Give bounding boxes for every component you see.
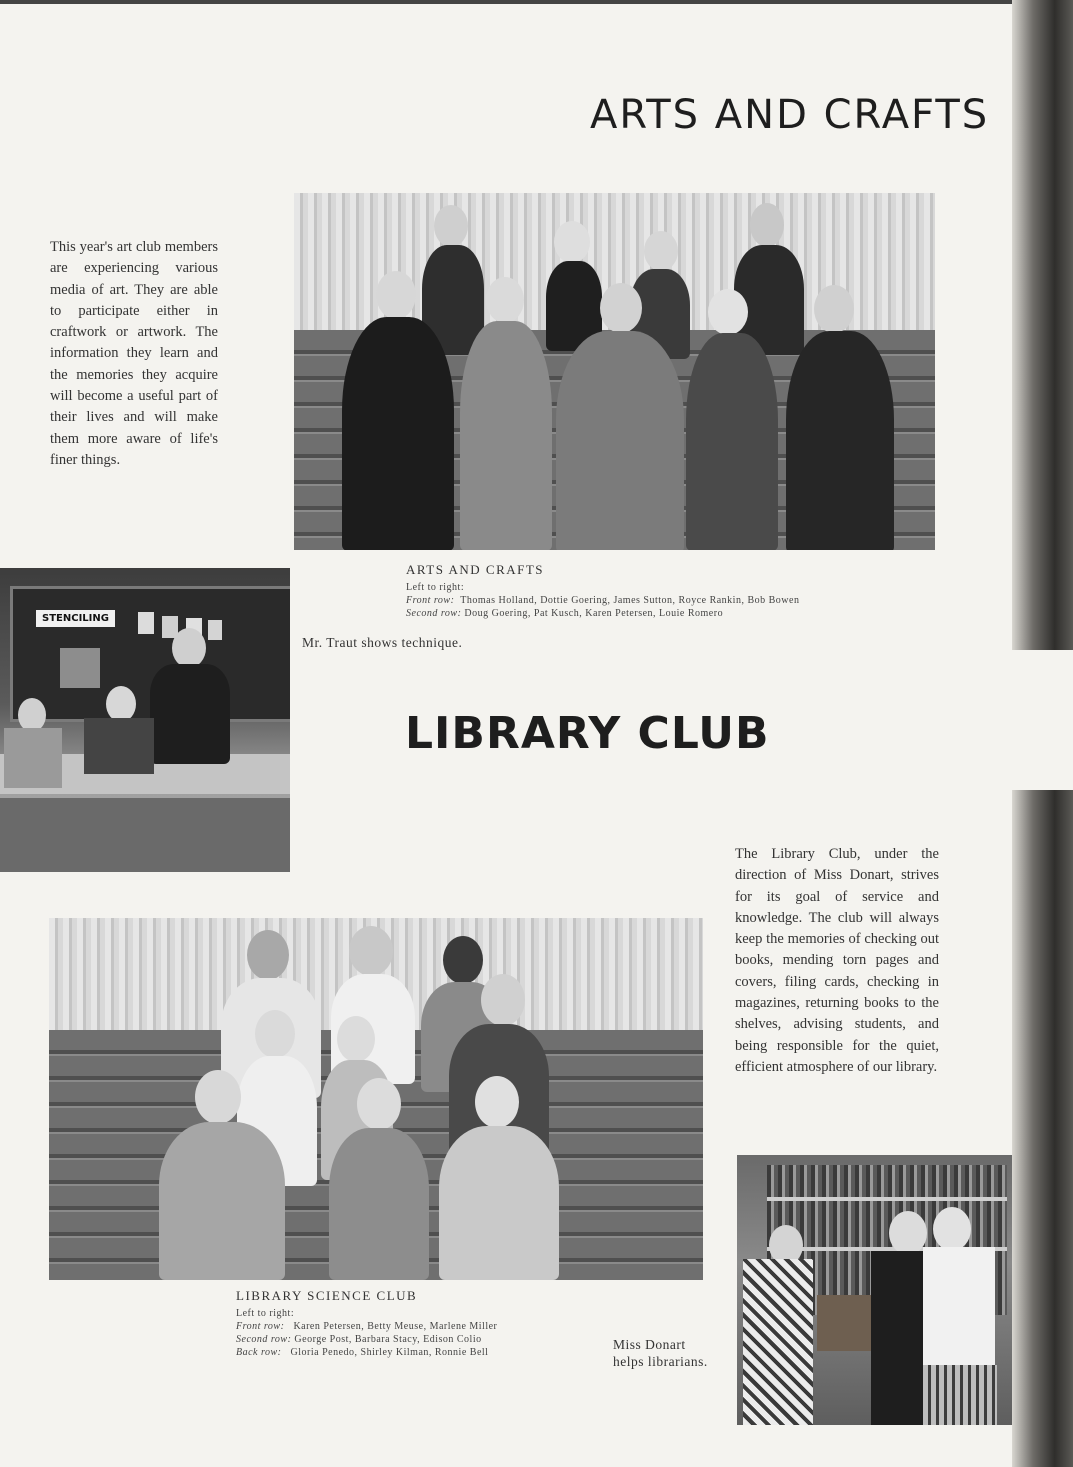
arts-caption-front-row: Front row: Thomas Holland, Dottie Goering, James Sutton, Royce Rankin, Bob Bowen: [406, 595, 800, 606]
book-binding-lower: [1012, 790, 1073, 1467]
library-title: LIBRARY CLUB: [405, 708, 770, 759]
arts-title: ARTS AND CRAFTS: [590, 92, 990, 138]
arts-caption-second-row: Second row: Doug Goering, Pat Kusch, Karen Petersen, Louie Romero: [406, 608, 724, 619]
book-binding-upper: [1012, 0, 1073, 650]
arts-caption-order: Left to right:: [406, 582, 465, 593]
arts-paragraph: This year's art club members are experiencing various media of art. They are able to participate either in craftwork or artwork. The information they learn and the memories they acquire will become a useful part of their lives and will make them more aware of life's finer things.: [50, 239, 218, 468]
classroom-caption: Mr. Traut shows technique.: [302, 635, 463, 650]
arts-group-photo: [294, 193, 935, 550]
librarians-caption-line1: Miss Donart: [613, 1337, 686, 1352]
arts-caption-heading: ARTS AND CRAFTS: [406, 562, 545, 577]
page-top-edge: [0, 0, 1073, 4]
library-caption-front-row: Front row: Karen Petersen, Betty Meuse, Marlene Miller: [236, 1321, 498, 1332]
library-caption-heading: LIBRARY SCIENCE CLUB: [236, 1288, 418, 1303]
library-caption-second-row: Second row: George Post, Barbara Stacy, Edison Colio: [236, 1334, 482, 1345]
library-group-photo: [49, 918, 703, 1280]
library-paragraph: The Library Club, under the direction of Miss Donart, strives for its goal of service and knowledge. The club will always keep the memories of checking out books, mending torn pages and covers, filing cards, checking in magazines, returning books to the shelves, advising students, and being responsible for the quiet, efficient atmosphere of our library.: [735, 846, 939, 1075]
librarians-photo: [737, 1155, 1012, 1425]
classroom-photo: [0, 568, 290, 872]
library-photo-caption: [236, 1288, 497, 1359]
library-caption-back-row: Back row: Gloria Penedo, Shirley Kilman, Ronnie Bell: [236, 1347, 489, 1358]
library-caption-order: Left to right:: [236, 1308, 295, 1319]
stenciling-sign: STENCILING: [36, 610, 115, 627]
librarians-caption-line2: helps librarians.: [613, 1354, 708, 1369]
arts-photo-caption: [406, 562, 799, 620]
librarians-caption: [613, 1336, 708, 1370]
